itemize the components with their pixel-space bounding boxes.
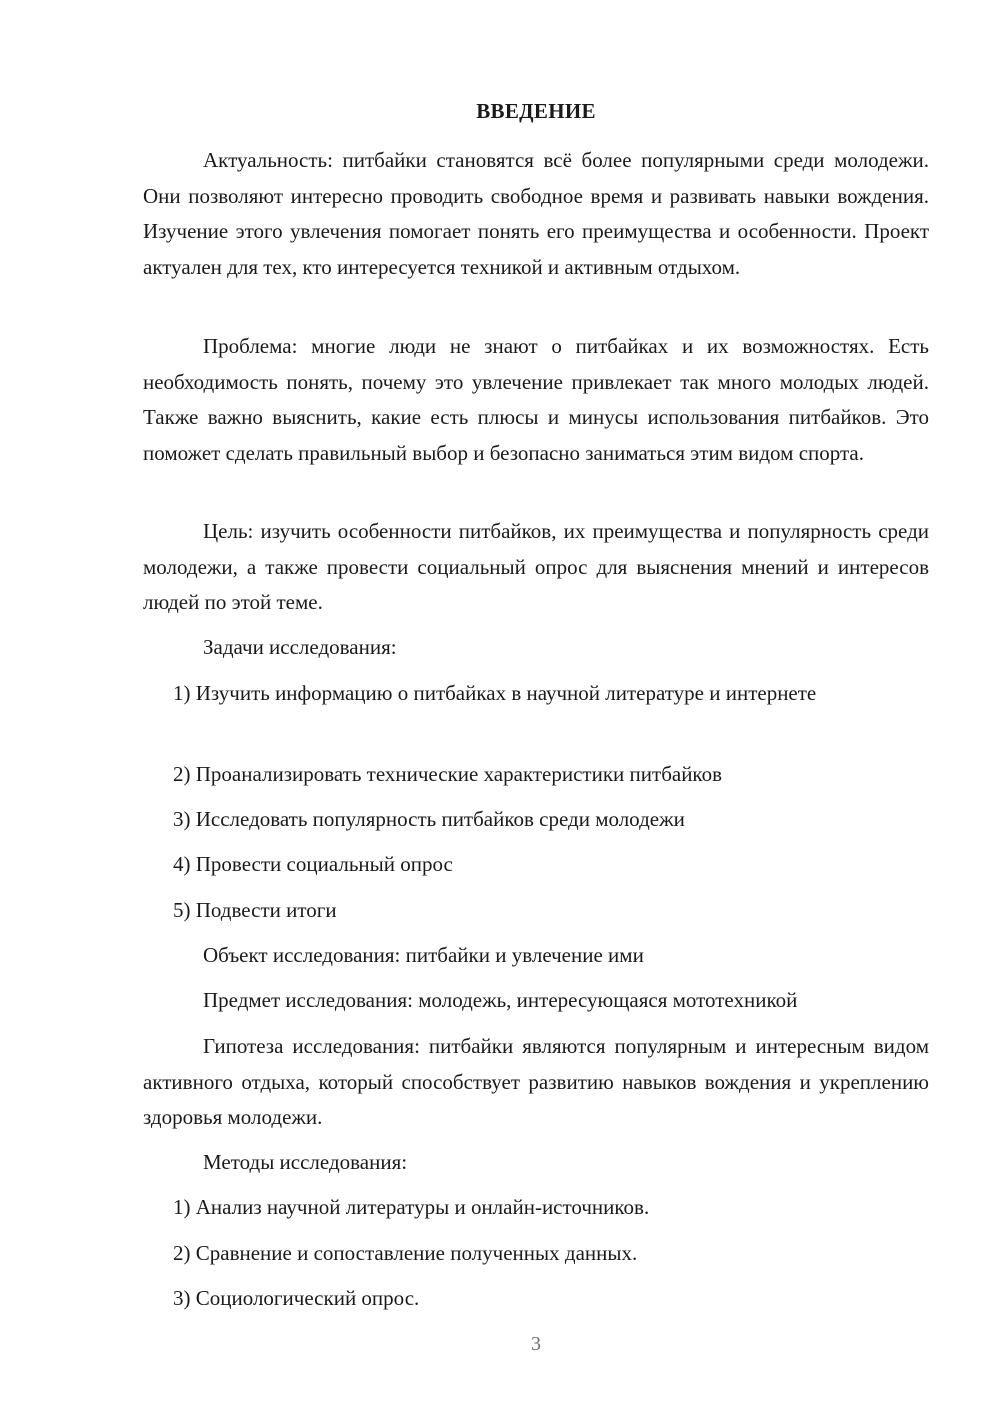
goal-paragraph: Цель: изучить особенности питбайков, их преимущества и популярность среди молодежи, а также провести социальный опрос для выяснения мнений и интересов людей по этой теме. [143,519,929,614]
task-item: 4) Провести социальный опрос [173,852,453,876]
method-item: 2) Сравнение и сопоставление полученных данных. [173,1241,638,1265]
task-item: 1) Изучить информацию о питбайках в научной литературе и интернете [173,681,817,705]
object-paragraph: Объект исследования: питбайки и увлечение ими [203,943,644,967]
problem-paragraph: Проблема: многие люди не знают о питбайках и их возможностях. Есть необходимость понять, почему это увлечение привлекает так много молодых людей. Также важно выяснить, какие есть плюсы и минусы использования питбайков. Это поможет сделать правильный выбор и безопасно заниматься этим видом спорта. [143,334,929,465]
page-title: ВВЕДЕНИЕ [476,99,596,123]
page-number: 3 [531,1333,541,1355]
methods-heading: Методы исследования: [203,1150,408,1174]
task-item: 2) Проанализировать технические характеристики питбайков [173,762,722,786]
method-item: 1) Анализ научной литературы и онлайн-источников. [173,1195,650,1219]
method-item: 3) Социологический опрос. [173,1286,420,1310]
hypothesis-paragraph: Гипотеза исследования: питбайки являются популярным и интересным видом активного отдыха, который способствует развитию навыков вождения и укреплению здоровья молодежи. [143,1034,929,1129]
subject-paragraph: Предмет исследования: молодежь, интересующаяся мототехникой [203,988,798,1012]
task-item: 3) Исследовать популярность питбайков среди молодежи [173,807,685,831]
relevance-paragraph: Актуальность: питбайки становятся всё более популярными среди молодежи. Они позволяют интересно проводить свободное время и развивать навыки вождения. Изучение этого увлечения помогает понять его преимущества и особенности. Проект актуален для тех, кто интересуется техникой и активным отдыхом. [143,148,929,279]
tasks-heading: Задачи исследования: [203,635,397,659]
task-item: 5) Подвести итоги [173,898,337,922]
